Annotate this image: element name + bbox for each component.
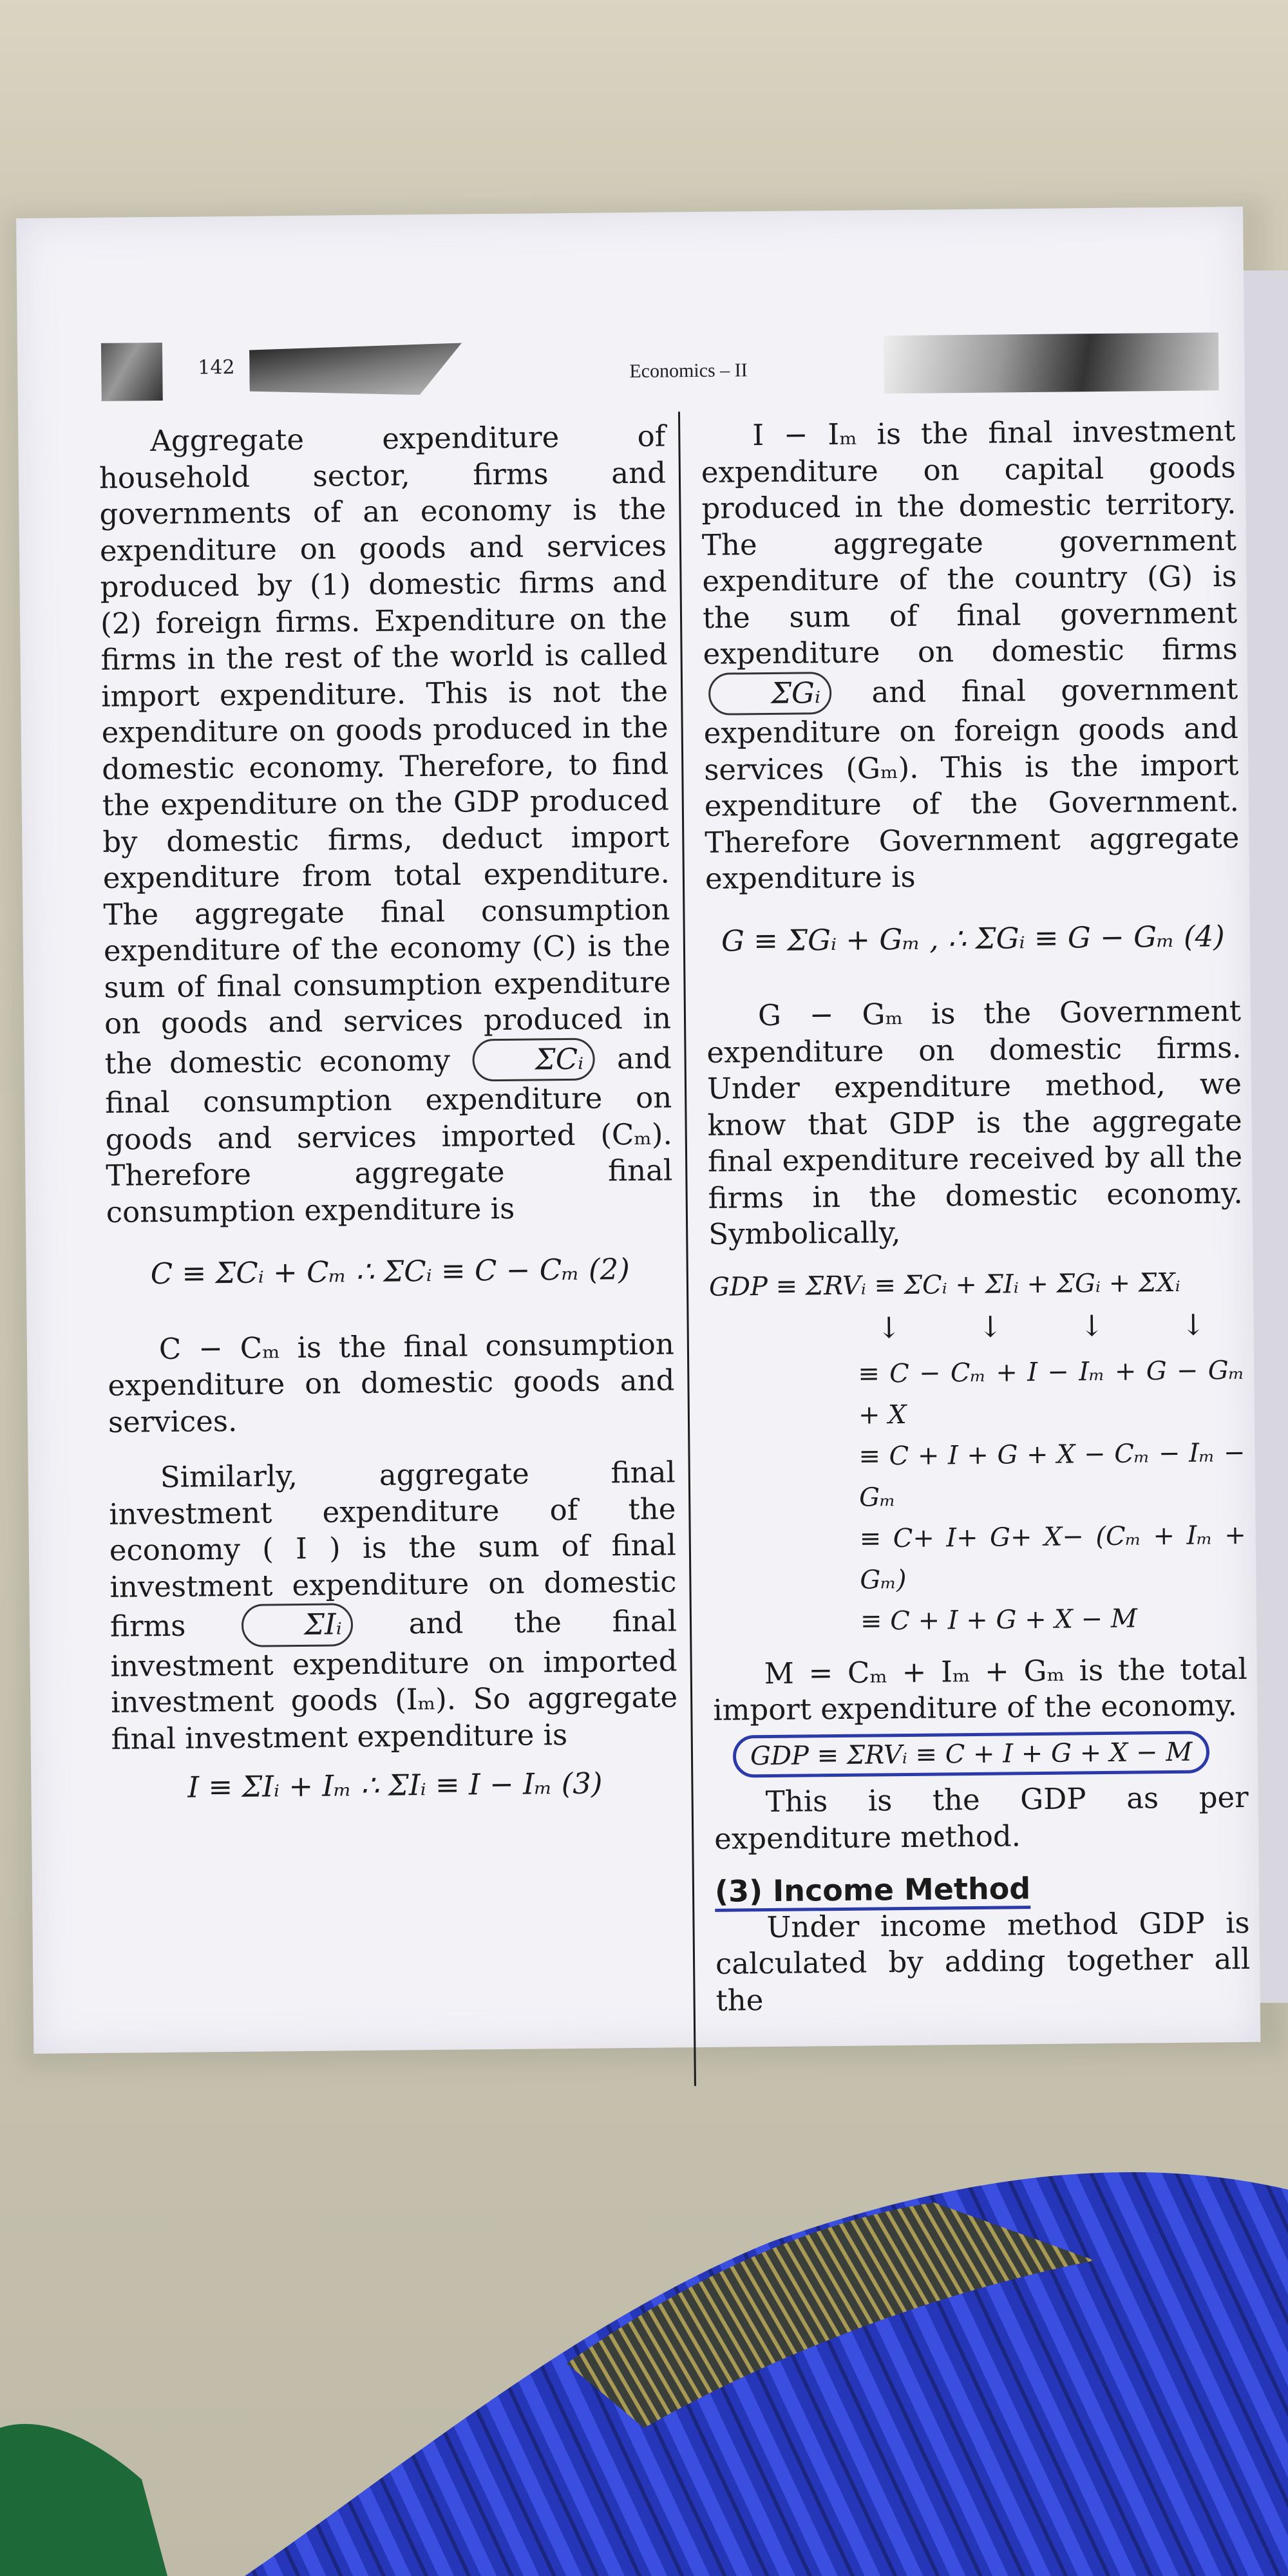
sum-bracket: ΣIᵢ [242, 1603, 353, 1647]
page-number: 142 [198, 355, 235, 379]
equation-2: C ≡ ΣCᵢ + Cₘ ∴ ΣCᵢ ≡ C − Cₘ (2) [150, 1252, 630, 1291]
derivation-step: ≡ C + I + G + X − Cₘ − Iₘ − Gₘ [858, 1437, 1245, 1513]
column-divider [678, 412, 696, 2086]
heading-text: (3) Income Method [715, 1871, 1031, 1912]
arrow-icon: ↓ [978, 1309, 1003, 1344]
arrow-icon: ↓ [1180, 1307, 1206, 1342]
paragraph-text: Similarly, aggregate final investment expenditure of the economy ( I ) is the sum of final investment expenditure on domestic firms [109, 1455, 677, 1643]
paragraph: Under income method GDP is calculated by adding together all the [715, 1905, 1251, 2018]
paragraph-text: final consumption expenditure on goods and services imported (Cₘ). Therefore aggregate final consumption expenditure is [104, 1080, 673, 1229]
left-column [99, 418, 679, 1845]
paragraph [109, 1454, 678, 1757]
paragraph [99, 418, 673, 1230]
arrow-icon: ↓ [1079, 1309, 1104, 1343]
arrow-row [838, 1307, 1244, 1347]
book-page [16, 207, 1260, 2054]
paragraph-text: and final government expenditure on foreign goods and services (Gₘ). This is the import expenditure of the Government. Therefore Government aggregate expenditure is [703, 671, 1240, 896]
sum-bracket: ΣCᵢ [473, 1037, 595, 1081]
page-header [101, 332, 1219, 401]
header-graphic-mid [249, 343, 462, 397]
equation-3: I ≡ ΣIᵢ + Iₘ ∴ ΣIᵢ ≡ I − Iₘ (3) [187, 1766, 603, 1804]
gdp-highlight: GDP ≡ ΣRVᵢ ≡ C + I + G + X − M [733, 1730, 1210, 1778]
paragraph: This is the GDP as per expenditure method. [714, 1779, 1249, 1856]
paragraph: M = Cₘ + Iₘ + Gₘ is the total import expenditure of the economy. [713, 1651, 1248, 1727]
conjunction: and [616, 1040, 672, 1075]
right-column [701, 413, 1251, 2019]
derivation-step: ≡ C − Cₘ + I − Iₘ + G − Gₘ + X [858, 1355, 1245, 1430]
paragraph: C − Cₘ is the final consumption expenditure on domestic goods and services. [108, 1326, 675, 1439]
fabric [0, 2093, 1288, 2576]
paragraph-text: I − Iₘ is the final investment expenditure on capital goods produced in the domestic territory. The aggregate government expenditure of the country (G) is the sum of final government expenditure on domestic firms [701, 413, 1238, 671]
paragraph: G − Gₘ is the Government expenditure on domestic firms. Under expenditure method, we know that GDP is the aggregate final expenditure received by all the firms in the domestic economy. Symbolically, [706, 993, 1243, 1251]
gdp-equation: GDP ≡ ΣRVᵢ ≡ ΣCᵢ + ΣIᵢ + ΣGᵢ + ΣXᵢ [708, 1267, 1180, 1302]
sum-bracket: ΣGᵢ [708, 672, 831, 715]
paragraph-text: Aggregate expenditure of household sector, firms and governments of an economy is the expenditure on goods and services produced by (1) domestic firms and (2) foreign firms. Expenditure on the firms in the rest of the world is called import expenditure. This is not the expenditure on goods produced in the domestic economy. Therefore, to find the expenditure on the GDP produced by domestic firms, deduct import expenditure from total expenditure. The aggregate final consumption expenditure of the economy (C) is the sum of final consumption expenditure on goods and services produced in the domestic economy [99, 419, 672, 1081]
running-title: Economics – II [629, 359, 748, 383]
equation-4: G ≡ ΣGᵢ + Gₘ , ∴ ΣGᵢ ≡ G − Gₘ (4) [721, 918, 1225, 958]
derivation-step: ≡ C+ I+ G+ X− (Cₘ + Iₘ + Gₘ) [859, 1520, 1246, 1595]
header-graphic-left [101, 343, 163, 401]
paragraph [701, 413, 1240, 897]
section-heading [715, 1868, 1250, 1909]
derivation-step: ≡ C + I + G + X − M [860, 1604, 1138, 1636]
header-graphic-right [884, 332, 1219, 393]
conjunction: and [408, 1605, 464, 1641]
arrow-icon: ↓ [876, 1311, 902, 1345]
paragraph-text: the final investment expenditure on imported investment goods (Iₘ). So aggregate final investment expenditure is [110, 1604, 678, 1756]
